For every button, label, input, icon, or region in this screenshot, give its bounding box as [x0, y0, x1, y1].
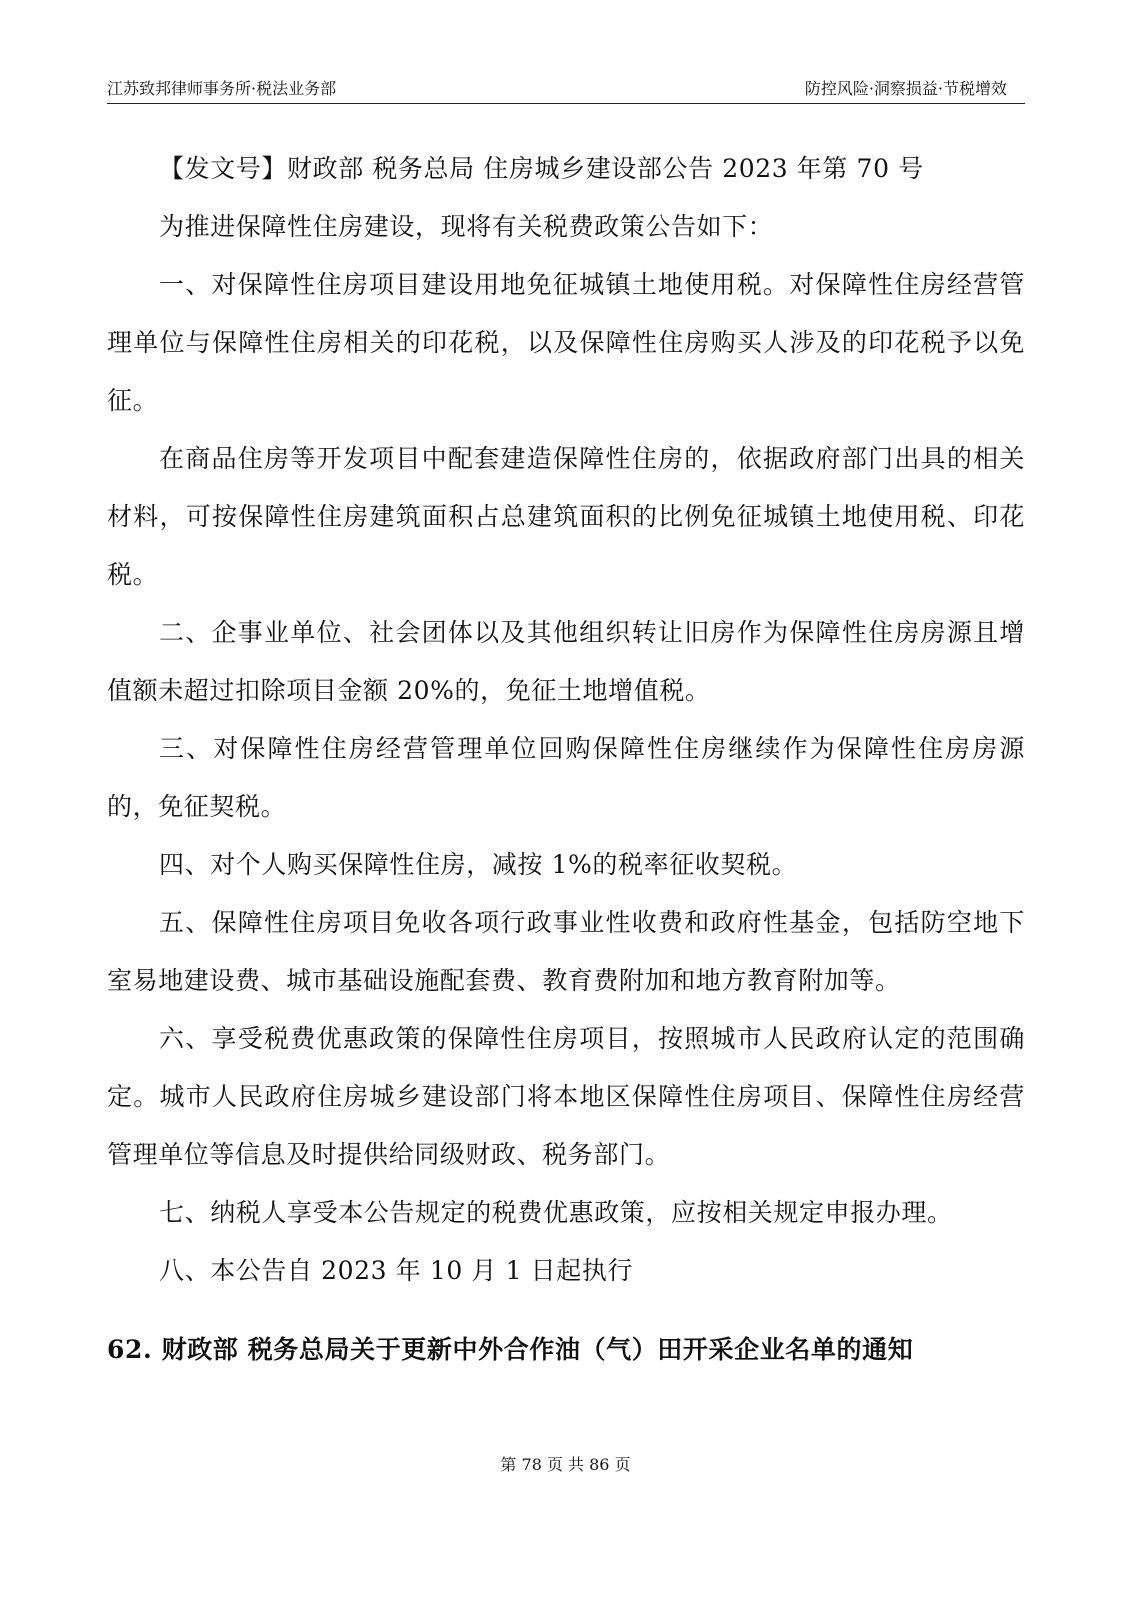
clause-8-paragraph: 八、本公告自 2023 年 10 月 1 日起执行 [159, 1256, 634, 1285]
clause-7-paragraph: 七、纳税人享受本公告规定的税费优惠政策，应按相关规定申报办理。 [159, 1198, 953, 1227]
clause-3-paragraph: 三、对保障性住房经营管理单位回购保障性住房继续作为保障性住房房源的，免征契税。 [107, 734, 1025, 821]
page-number: 第 78 页 共 86 页 [500, 1455, 631, 1474]
clause-1-paragraph: 一、对保障性住房项目建设用地免征城镇土地使用税。对保障性住房经营管理单位与保障性住房相关的印花税，以及保障性住房购买人涉及的印花税予以免征。 [107, 270, 1025, 415]
clause-1-supplement-paragraph: 在商品住房等开发项目中配套建造保障性住房的，依据政府部门出具的相关材料，可按保障性住房建筑面积占总建筑面积的比例免征城镇土地使用税、印花税。 [107, 444, 1025, 589]
clause-5-paragraph: 五、保障性住房项目免收各项行政事业性收费和政府性基金，包括防空地下室易地建设费、城市基础设施配套费、教育费附加和地方教育附加等。 [107, 908, 1025, 995]
intro-paragraph: 为推进保障性住房建设，现将有关税费政策公告如下： [159, 212, 774, 241]
doc-number-paragraph: 【发文号】财政部 税务总局 住房城乡建设部公告 2023 年第 70 号 [159, 154, 924, 183]
header-firm-name: 江苏致邦律师事务所·税法业务部 [107, 79, 337, 98]
document-body [107, 140, 1025, 1300]
clause-2-paragraph: 二、企事业单位、社会团体以及其他组织转让旧房作为保障性住房房源且增值额未超过扣除项目金额 20%的，免征土地增值税。 [107, 618, 1025, 705]
clause-6-paragraph: 六、享受税费优惠政策的保障性住房项目，按照城市人民政府认定的范围确定。城市人民政府住房城乡建设部门将本地区保障性住房项目、保障性住房经营管理单位等信息及时提供给同级财政、税务部门。 [107, 1024, 1025, 1169]
page-header [107, 78, 1025, 102]
header-divider [107, 103, 1025, 104]
clause-4-paragraph: 四、对个人购买保障性住房，减按 1%的税率征收契税。 [159, 850, 798, 879]
section-heading: 62. 财政部 税务总局关于更新中外合作油（气）田开采企业名单的通知 [107, 1335, 914, 1364]
header-slogan: 防控风险·洞察损益·节税增效 [804, 79, 1007, 98]
